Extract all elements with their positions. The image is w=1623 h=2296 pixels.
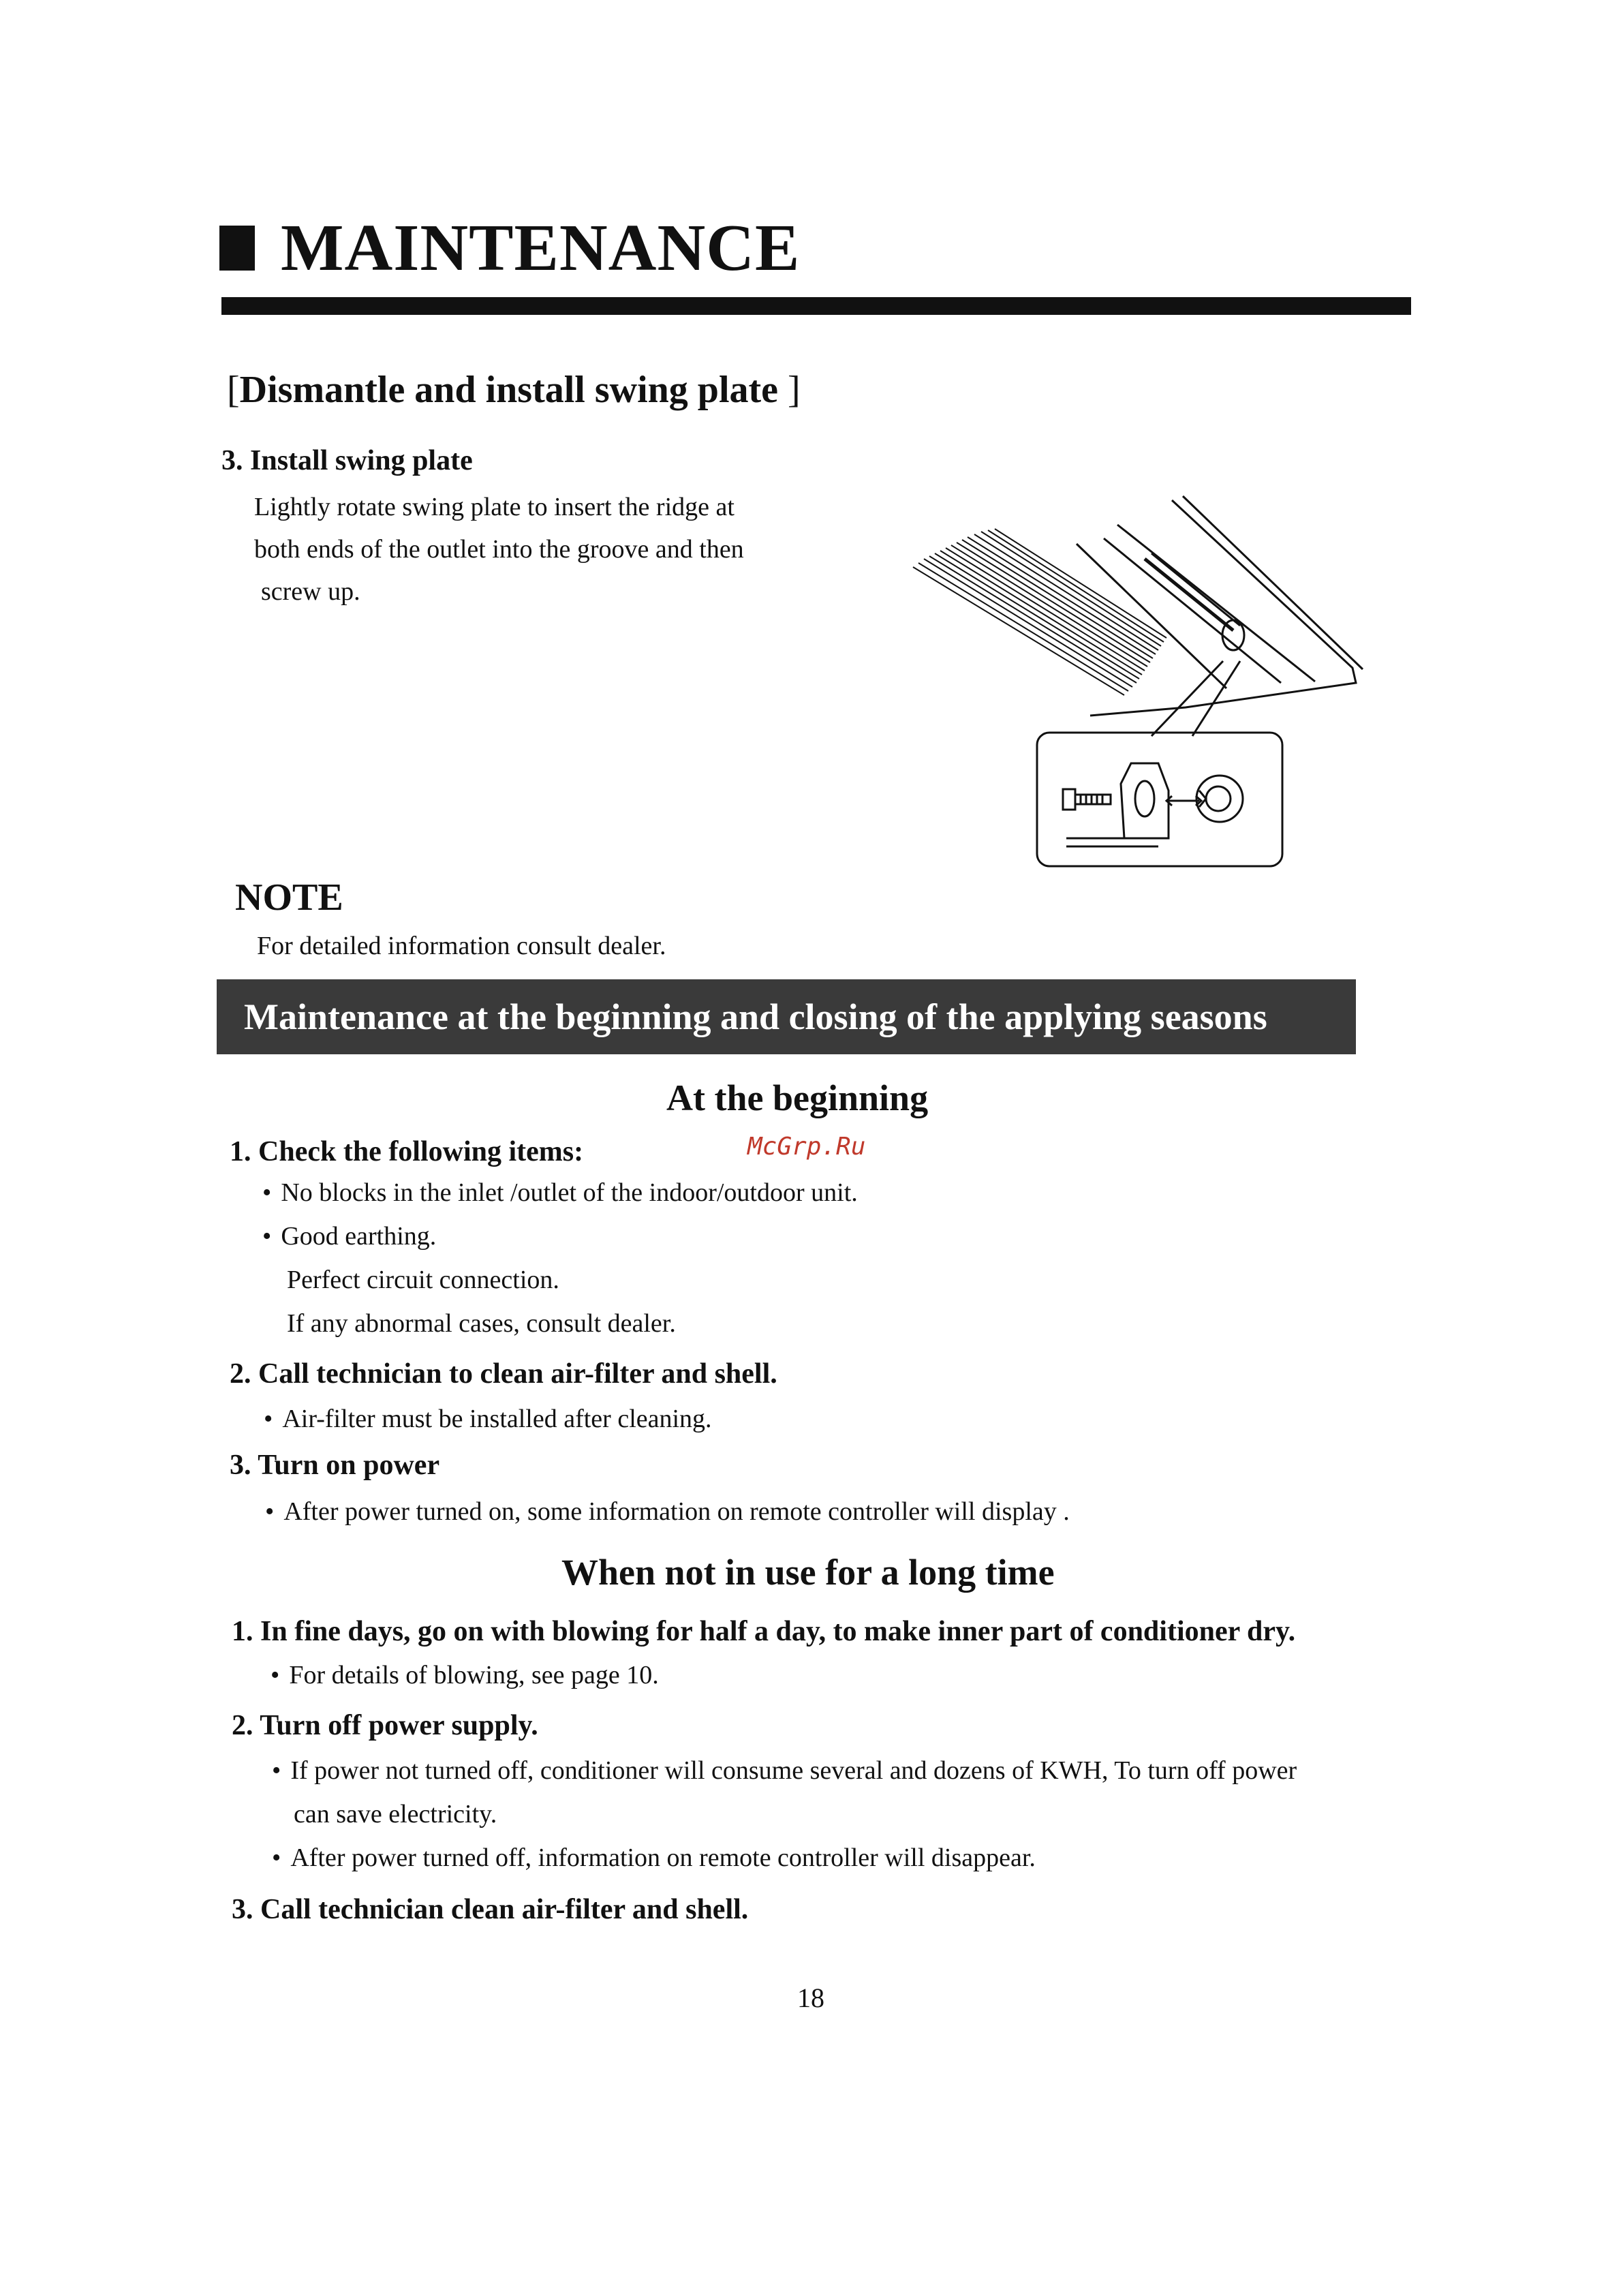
beginning-item-2: 2. Call technician to clean air-filter and shell. — [230, 1358, 777, 1390]
longtime-heading: When not in use for a long time — [561, 1552, 1055, 1593]
beginning-item-1-bullet-2: • Good earthing. — [262, 1222, 437, 1251]
longtime-item-2-bullet-1: • If power not turned off, conditioner will consume several and dozens of KWH, To turn off power — [272, 1756, 1297, 1785]
beginning-item-1-line-3: Perfect circuit connection. — [287, 1266, 559, 1294]
page-title — [219, 210, 800, 286]
beginning-item-2-bullet-1: • Air-filter must be installed after cleaning. — [264, 1405, 712, 1433]
banner-text: Maintenance at the beginning and closing of the applying seasons — [244, 996, 1267, 1037]
beginning-item-1-bullet-1: • No blocks in the inlet /outlet of the indoor/outdoor unit. — [262, 1178, 858, 1207]
subtitle-text: Dismantle and install swing plate — [239, 369, 778, 411]
beginning-item-1-line-4: If any abnormal cases, consult dealer. — [287, 1309, 676, 1338]
beginning-item-3: 3. Turn on power — [230, 1450, 440, 1481]
longtime-item-2-bullet-2: • After power turned off, information on remote controller will disappear. — [272, 1843, 1036, 1872]
swing-plate-illustration — [899, 491, 1376, 872]
beginning-item-3-bullet-1: • After power turned on, some information on remote controller will display . — [265, 1497, 1070, 1526]
note-text: For detailed information consult dealer. — [257, 932, 666, 960]
watermark: McGrp.Ru — [747, 1133, 866, 1161]
longtime-item-3: 3. Call technician clean air-filter and shell. — [232, 1894, 749, 1925]
step3-line-3: screw up. — [261, 577, 360, 606]
page-number: 18 — [797, 1983, 824, 2013]
longtime-item-1: 1. In fine days, go on with blowing for half a day, to make inner part of conditioner dry. — [232, 1616, 1296, 1647]
step3-heading: 3. Install swing plate — [221, 445, 473, 476]
page-title-text: MAINTENANCE — [281, 211, 801, 285]
beginning-item-1: 1. Check the following items: — [230, 1136, 584, 1167]
longtime-item-2-continuation: can save electricity. — [294, 1800, 497, 1828]
note-heading: NOTE — [235, 876, 343, 919]
beginning-heading: At the beginning — [666, 1077, 929, 1118]
black-square-icon — [219, 226, 255, 271]
title-rule — [221, 297, 1411, 315]
season-maintenance-banner — [217, 979, 1356, 1054]
section-subtitle: [Dismantle and install swing plate ] — [227, 369, 801, 411]
step3-line-2: both ends of the outlet into the groove and then — [254, 535, 744, 564]
longtime-item-2: 2. Turn off power supply. — [232, 1710, 538, 1741]
step3-line-1: Lightly rotate swing plate to insert the ridge at — [254, 493, 735, 521]
longtime-item-1-bullet-1: • For details of blowing, see page 10. — [270, 1661, 659, 1689]
